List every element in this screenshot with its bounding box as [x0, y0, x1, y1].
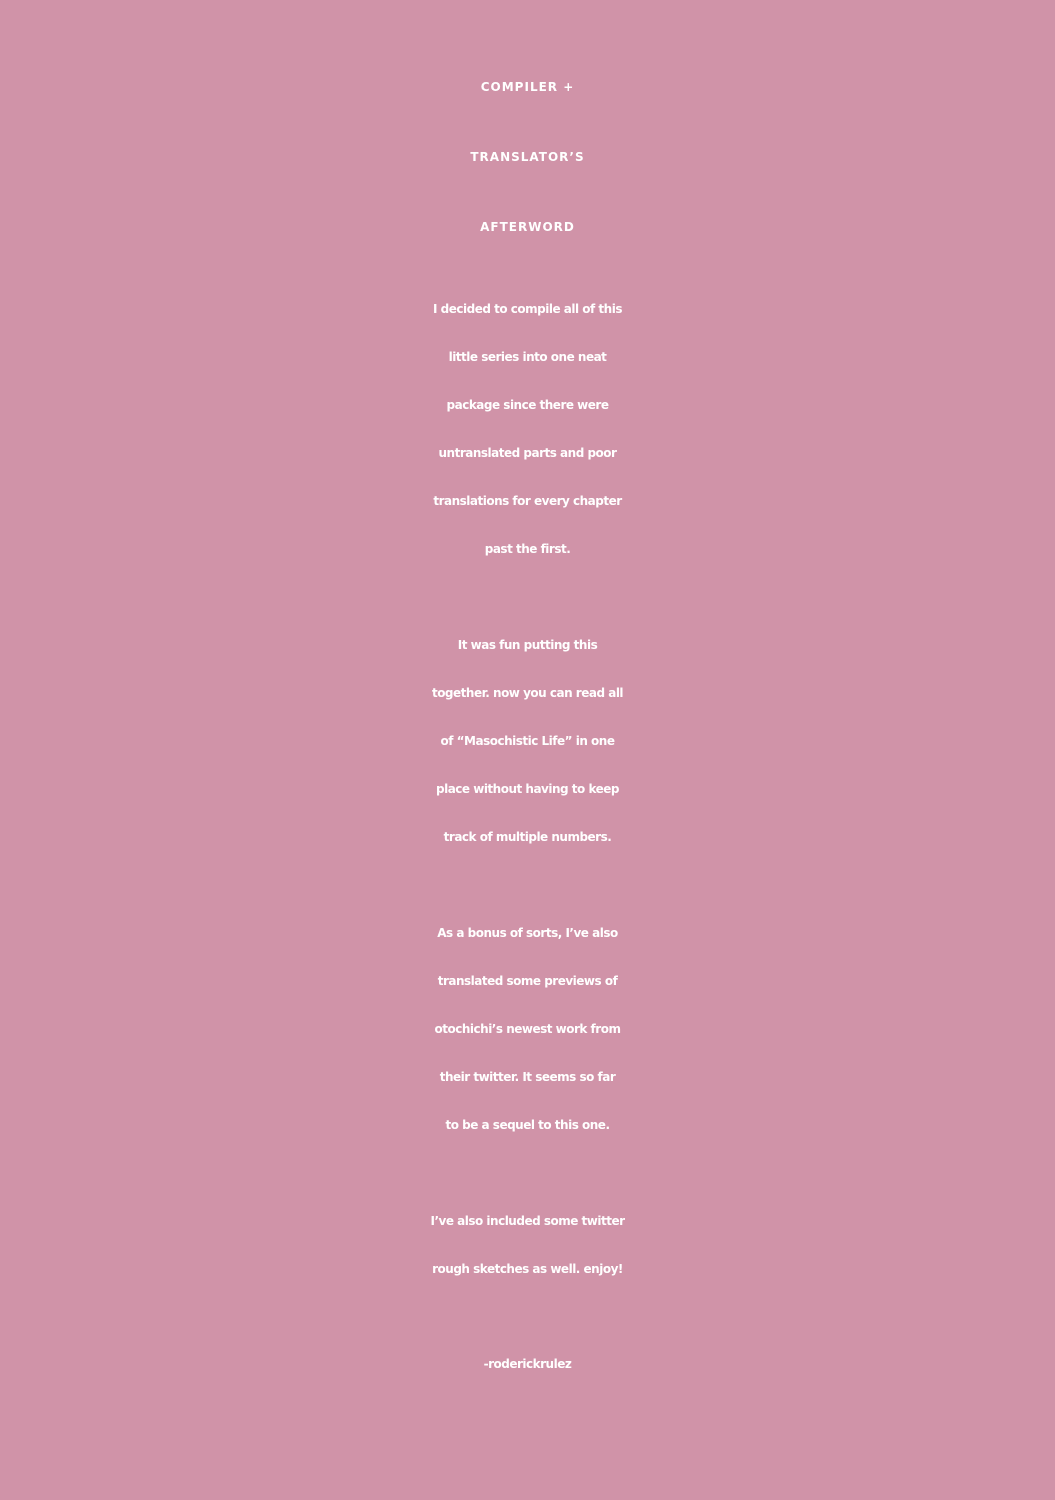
title-line: AFTERWORD: [480, 220, 575, 234]
paragraph-line: track of multiple numbers.: [443, 830, 612, 844]
paragraph-line: rough sketches as well. enjoy!: [432, 1262, 623, 1276]
paragraph-line: translated some previews of: [437, 974, 618, 988]
paragraph-line: I’ve also included some twitter: [430, 1214, 625, 1228]
paragraph-line: their twitter. It seems so far: [439, 1070, 616, 1084]
paragraph-line: It was fun putting this: [457, 638, 598, 652]
paragraph-bonus-previews: [0, 909, 1055, 1149]
paragraph-line: past the first.: [484, 542, 571, 556]
paragraph-line: translations for every chapter: [433, 494, 622, 508]
signature-text: -roderickrulez: [483, 1357, 572, 1371]
paragraph-line: As a bonus of sorts, I’ve also: [437, 926, 618, 940]
paragraph-line: I decided to compile all of this: [433, 302, 622, 316]
paragraph-compile-reason: [0, 285, 1055, 573]
paragraph-line: otochichi’s newest work from: [434, 1022, 621, 1036]
title-line: COMPILER +: [480, 80, 575, 94]
paragraph-fun-putting-together: [0, 621, 1055, 861]
paragraph-line: together. now you can read all: [431, 686, 624, 700]
title-line: TRANSLATOR’S: [470, 150, 585, 164]
afterword-title: [0, 52, 1055, 262]
author-signature: [0, 1340, 1055, 1388]
paragraph-line: place without having to keep: [436, 782, 619, 796]
paragraph-line: untranslated parts and poor: [438, 446, 617, 460]
paragraph-line: to be a sequel to this one.: [445, 1118, 610, 1132]
paragraph-line: of “Masochistic Life” in one: [440, 734, 615, 748]
paragraph-rough-sketches: [0, 1197, 1055, 1293]
paragraph-line: little series into one neat: [448, 350, 607, 364]
paragraph-line: package since there were: [446, 398, 609, 412]
